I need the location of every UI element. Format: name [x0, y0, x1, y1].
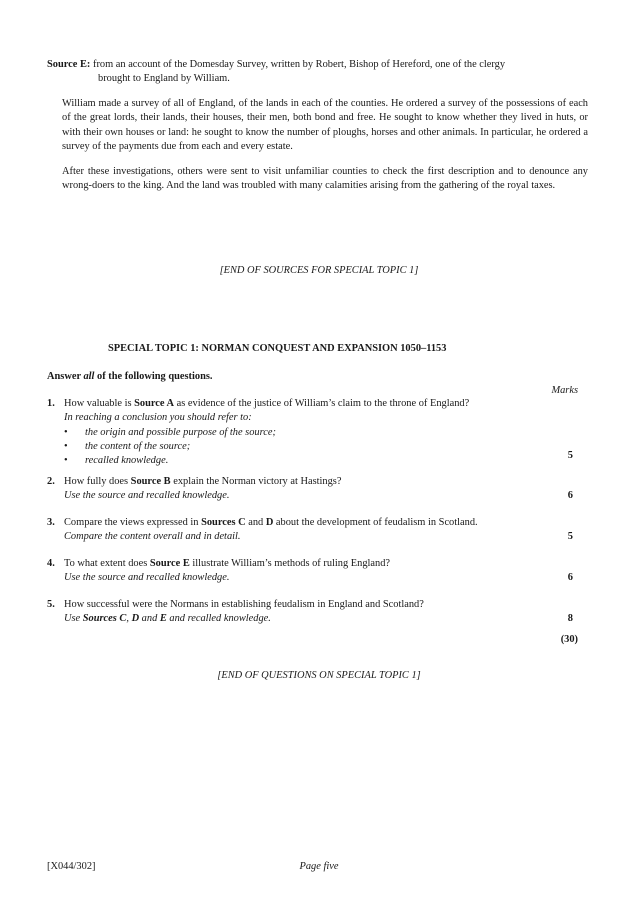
question-text-pre: Compare the views expressed in	[64, 517, 202, 528]
source-reference: Source E	[149, 558, 190, 569]
topic-title: SPECIAL TOPIC 1: NORMAN CONQUEST AND EXPANSION 1050–1153	[108, 343, 447, 354]
instructions	[47, 370, 213, 384]
question-guidance	[64, 612, 587, 626]
question-text-post: illustrate William’s methods of ruling England?	[189, 558, 391, 569]
question-number: 5.	[47, 599, 55, 610]
question-text-pre: How valuable is	[64, 398, 135, 409]
question-guidance: Use the source and recalled knowledge.	[64, 490, 230, 502]
source-e-heading	[47, 58, 588, 87]
source-reference: Sources C	[82, 613, 127, 625]
question-text	[64, 475, 587, 489]
question-mark: 6	[567, 572, 573, 583]
question-text: How successful were the Normans in establishing feudalism in England and Scotland?	[64, 599, 424, 610]
guidance-pre: Use	[64, 613, 83, 625]
question-text	[64, 557, 587, 571]
guidance-bullet: • the content of the source;	[64, 440, 587, 454]
source-e-label: Source E:	[47, 59, 91, 70]
question-mark: 8	[567, 613, 573, 624]
instructions-post: of the following questions.	[94, 371, 213, 382]
source-reference: Source A	[134, 398, 175, 409]
question-text-post: explain the Norman victory at Hastings?	[170, 476, 342, 487]
question-5	[47, 598, 587, 627]
question-number: 2.	[47, 476, 55, 487]
question-text	[64, 397, 587, 411]
guidance-post: and recalled knowledge.	[166, 613, 271, 625]
question-number: 3.	[47, 517, 55, 528]
instructions-pre: Answer	[47, 371, 84, 382]
source-reference: E	[159, 613, 167, 625]
source-e-paragraph-2: After these investigations, others were sent to visit unfamiliar counties to check the first description and to denounce any wrong-doers to the king. And the land was troubled with many calamities arising from the gathering of the royal taxes.	[62, 166, 588, 192]
question-text-post: about the development of feudalism in Scotland.	[273, 517, 478, 528]
question-text-mid: and	[245, 517, 266, 528]
question-text-pre: How fully does	[64, 476, 131, 487]
guidance-bullet: • recalled knowledge.	[64, 454, 587, 468]
question-mark: 5	[567, 450, 573, 461]
page-number: Page five	[299, 861, 339, 872]
question-4	[47, 557, 587, 586]
question-mark: 6	[567, 490, 573, 501]
source-e-description-line2: brought to England by William.	[98, 73, 230, 85]
source-reference: D	[131, 613, 140, 625]
question-text-post: as evidence of the justice of William’s claim to the throne of England?	[174, 398, 470, 409]
question-text	[64, 516, 587, 530]
instructions-emphasis: all	[83, 371, 95, 382]
source-reference: Sources C	[201, 517, 246, 528]
question-number: 1.	[47, 398, 55, 409]
source-reference: D	[265, 517, 274, 528]
question-mark: 5	[567, 531, 573, 542]
guidance-bullet: • the origin and possible purpose of the source;	[64, 426, 587, 440]
question-guidance: Compare the content overall and in detail.	[64, 531, 241, 543]
source-reference: Source B	[130, 476, 171, 487]
question-text-pre: To what extent does	[64, 558, 150, 569]
question-3	[47, 516, 587, 545]
question-guidance: Use the source and recalled knowledge.	[64, 572, 230, 584]
question-number: 4.	[47, 558, 55, 569]
source-e-paragraph-1: William made a survey of all of England, of the lands in each of the counties. He ordered a survey of the possessions of each of the great lords, their lands, their houses, their men, both bond and free. He sought to know whether they lived in huts, or with their own houses or land: he sought to know the number of ploughs, horses and other animals. In particular, he ordered a survey of the payments due from each and every estate.	[62, 98, 588, 152]
guidance-separator: and	[139, 613, 160, 625]
question-guidance: In reaching a conclusion you should refer to:	[64, 412, 252, 424]
guidance-separator: ,	[126, 613, 132, 625]
end-of-sources-notice: [END OF SOURCES FOR SPECIAL TOPIC 1]	[219, 265, 419, 276]
paper-code: [X044/302]	[47, 861, 96, 872]
source-e-description-line1: from an account of the Domesday Survey, written by Robert, Bishop of Hereford, one of the clergy	[93, 59, 506, 70]
question-1	[47, 397, 587, 468]
end-of-questions-notice: [END OF QUESTIONS ON SPECIAL TOPIC 1]	[217, 670, 421, 681]
total-marks: (30)	[560, 634, 578, 645]
question-2	[47, 475, 587, 504]
marks-column-heading: Marks	[551, 385, 578, 396]
